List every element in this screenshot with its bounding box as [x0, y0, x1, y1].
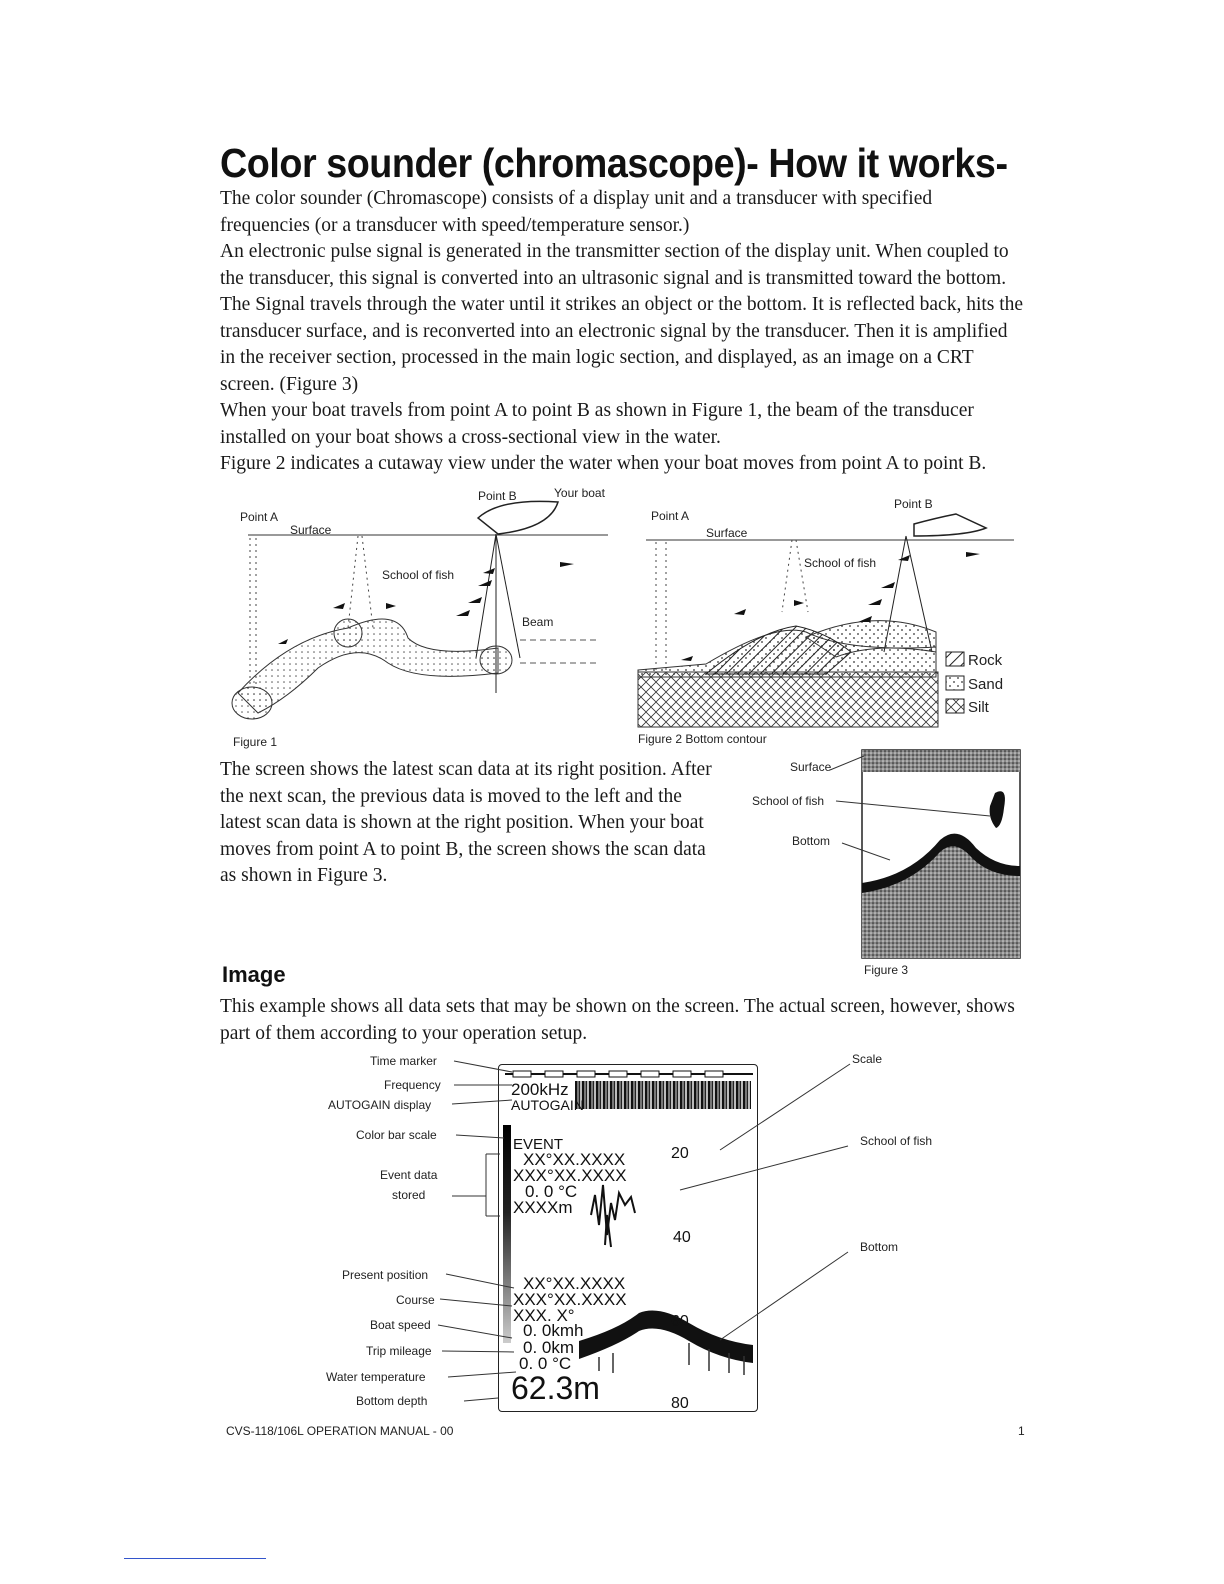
- image-section-paragraph: This example shows all data sets that may be shown on the screen. The actual screen, however, shows part of them according to your operation setup.: [220, 996, 1015, 1044]
- page-title: Color sounder (chromascope)- How it works-: [220, 140, 1008, 186]
- scale-tick-label: 80: [671, 1395, 689, 1412]
- fig3-surface-label: Surface: [790, 760, 832, 774]
- legend-silt-label: Silt: [968, 699, 989, 716]
- footer-page-number: 1: [1018, 1424, 1025, 1438]
- fig1-beam-label: Beam: [522, 615, 554, 629]
- autogain-readout: AUTOGAIN: [511, 1097, 584, 1113]
- event-longitude: XXX°XX.XXXX: [513, 1166, 627, 1185]
- intro-paragraph: The color sounder (Chromascope) consists of a display unit and a transducer with specified frequencies (or a transducer with speed/temperature sensor.): [220, 188, 933, 236]
- figure-1-diagram: [228, 488, 618, 750]
- intro-paragraph: Figure 2 indicates a cutaway view under the water when your boat moves from point A to point B.: [220, 453, 987, 474]
- footer-divider: [124, 1558, 266, 1559]
- event-depth: XXXXm: [513, 1198, 573, 1217]
- event-data-label: Event data: [380, 1168, 438, 1182]
- present-position-longitude: XXX°XX.XXXX: [513, 1290, 627, 1309]
- legend-rock-label: Rock: [968, 652, 1003, 669]
- event-latitude: XX°XX.XXXX: [523, 1150, 626, 1169]
- fig2-caption: Figure 2 Bottom contour: [638, 732, 767, 746]
- color-bar-scale-label: Color bar scale: [356, 1128, 437, 1142]
- event-stored-label: stored: [392, 1188, 426, 1202]
- trip-mileage-label: Trip mileage: [366, 1344, 432, 1358]
- bottom-depth-readout: 62.3m: [511, 1370, 600, 1406]
- fig3-caption: Figure 3: [864, 963, 909, 977]
- fig2-point-b-label: Point B: [894, 497, 933, 511]
- fig1-surface-label: Surface: [290, 523, 332, 537]
- fig1-point-a-label: Point A: [240, 510, 279, 524]
- frequency-readout: 200kHz: [511, 1080, 569, 1099]
- event-readout: EVENT: [513, 1136, 564, 1153]
- intro-paragraph: An electronic pulse signal is generated in the transmitter section of the display unit. When coupled to the transducer, this signal is converted into an ultrasonic signal and is transmitted toward the bottom. The Signal travels through the water until it strikes an object or the bottom. It is reflected back, hits the transducer surface, and is reconverted into an electronic signal by the transducer. Then it is amplified in the receiver section, processed in the main logic section, and displayed, as an image on a CRT screen. (Figure 3): [220, 241, 1024, 395]
- course-label: Course: [396, 1293, 435, 1307]
- fig1-caption: Figure 1: [233, 735, 278, 749]
- intro-paragraph: When your boat travels from point A to point B as shown in Figure 1, the beam of the transducer installed on your boat shows a cross-sectional view in the water.: [220, 400, 974, 448]
- boat-icon: [478, 501, 558, 534]
- event-temperature: 0. 0 °C: [525, 1182, 578, 1201]
- scale-label: Scale: [852, 1052, 883, 1066]
- trip-mileage-readout: 0. 0km: [523, 1338, 575, 1357]
- sand-legend-swatch: [946, 676, 964, 690]
- fig1-point-b-label: Point B: [478, 489, 517, 503]
- fig2-school-label: School of fish: [804, 556, 877, 570]
- fig3-bottom-label: Bottom: [792, 834, 831, 848]
- scale-tick-label: 40: [673, 1229, 691, 1246]
- leader-lines: [300, 1040, 900, 1420]
- figure-2-diagram: [636, 492, 1036, 748]
- intro-text: [220, 186, 1025, 478]
- legend-sand-label: Sand: [968, 676, 1004, 693]
- water-temperature-readout: 0. 0 °C: [519, 1354, 572, 1373]
- bottom-depth-label: Bottom depth: [356, 1394, 428, 1408]
- school-of-fish-label: School of fish: [860, 1134, 933, 1148]
- boat-speed-label: Boat speed: [370, 1318, 431, 1332]
- footer-manual-label: CVS-118/106L OPERATION MANUAL - 00: [226, 1424, 454, 1438]
- water-temperature-label: Water temperature: [326, 1370, 426, 1384]
- figure-3-screen: [830, 748, 1025, 977]
- silt-legend-swatch: [946, 699, 964, 713]
- boat-speed-readout: 0. 0kmh: [523, 1321, 584, 1340]
- image-section-heading: Image: [222, 962, 286, 987]
- fig2-surface-label: Surface: [706, 526, 748, 540]
- scale-tick-label: 60: [671, 1313, 689, 1330]
- rock-legend-swatch: [946, 652, 964, 666]
- autogain-display-label: AUTOGAIN display: [328, 1098, 432, 1112]
- fig2-point-a-label: Point A: [651, 509, 690, 523]
- fig1-your-boat-label: Your boat: [554, 486, 605, 500]
- present-position-latitude: XX°XX.XXXX: [523, 1274, 626, 1293]
- scale-tick-label: 20: [671, 1145, 689, 1162]
- bottom-label: Bottom: [860, 1240, 899, 1254]
- time-marker-label: Time marker: [370, 1054, 437, 1068]
- fig3-school-label: School of fish: [752, 794, 825, 808]
- frequency-label: Frequency: [384, 1078, 441, 1092]
- scan-paragraph: The screen shows the latest scan data at its right position. After the next scan, the previous data is moved to the left and the latest scan data is shown at the right position. When your boat moves from point A to point B, the screen shows the scan data as shown in Figure 3.: [220, 759, 712, 886]
- fig1-school-label: School of fish: [382, 568, 455, 582]
- present-position-label: Present position: [342, 1268, 429, 1282]
- boat-icon: [914, 514, 986, 536]
- course-readout: XXX. X°: [513, 1306, 575, 1325]
